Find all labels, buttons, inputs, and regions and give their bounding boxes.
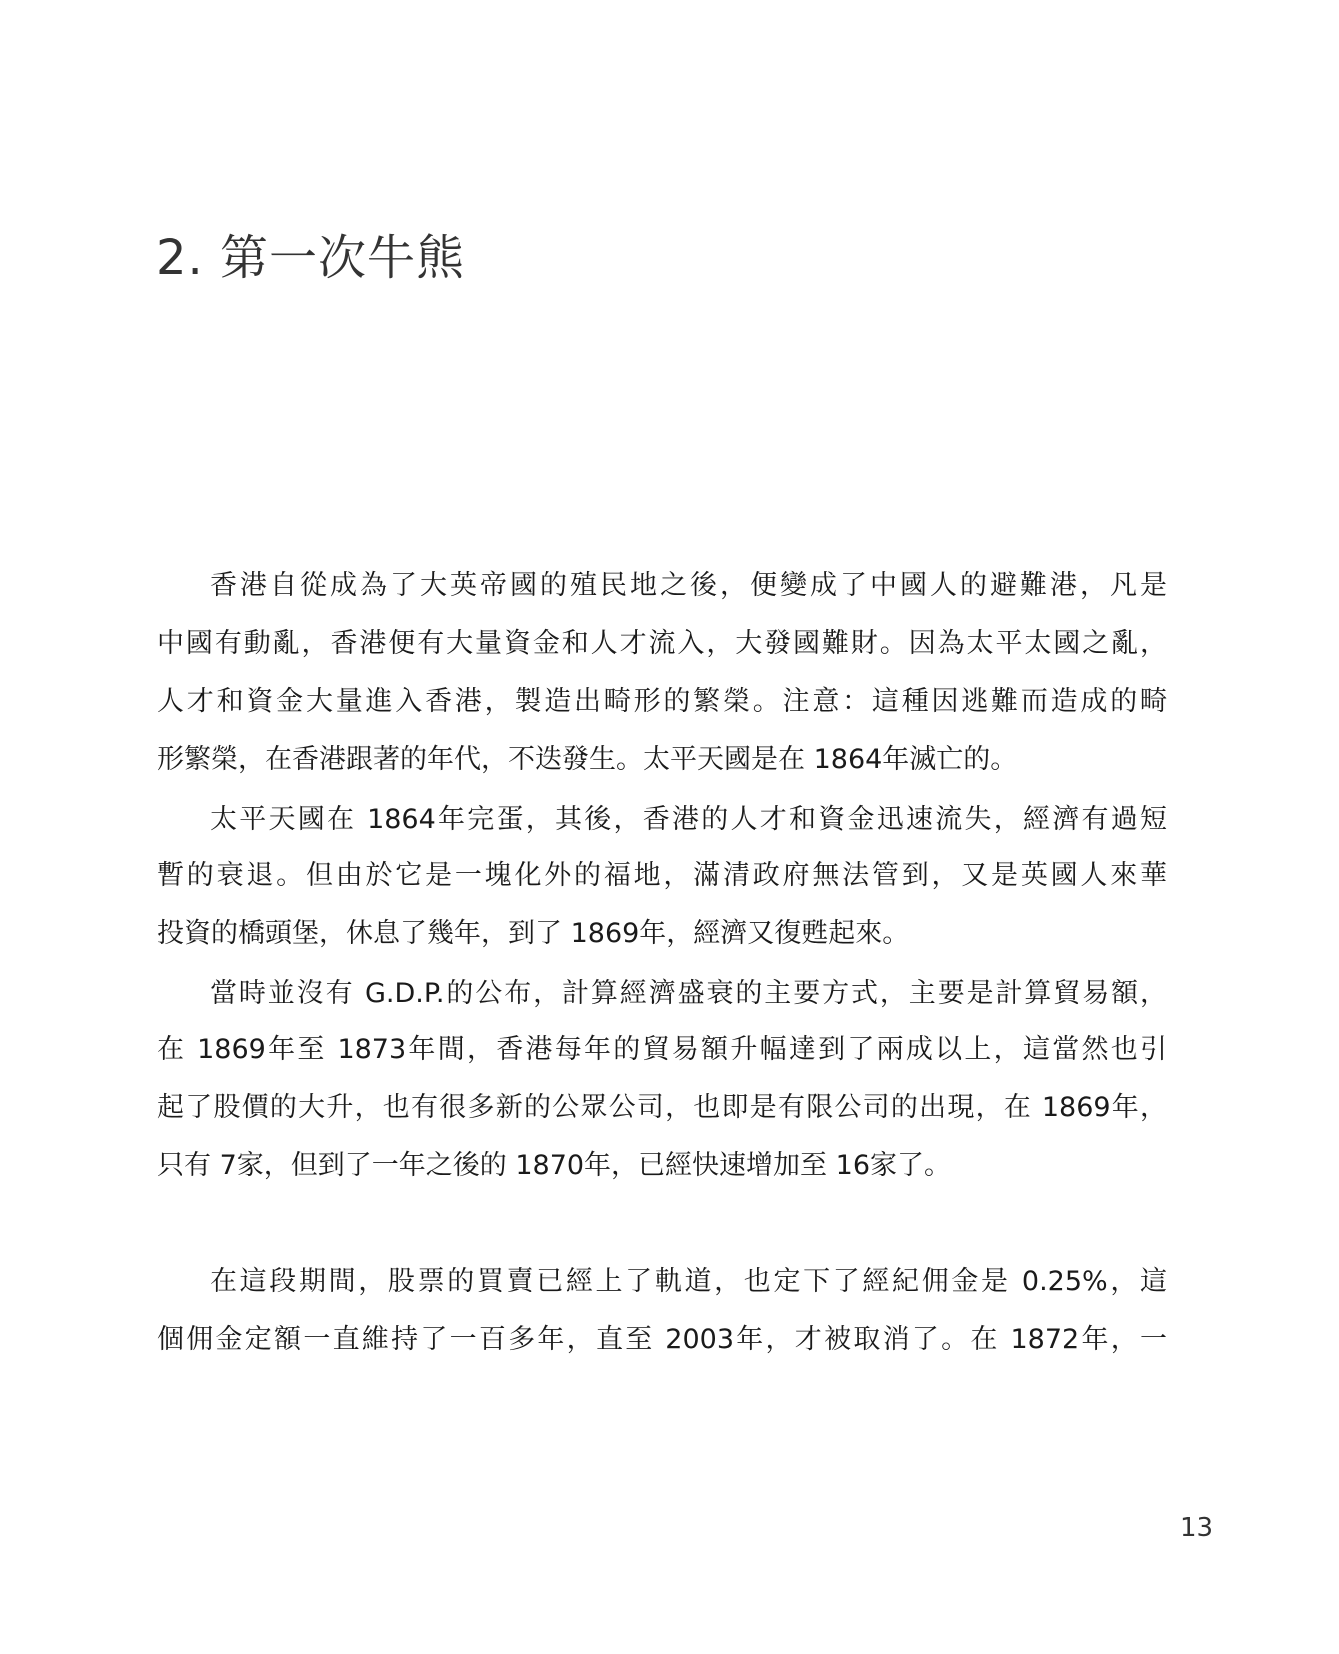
paragraph-3-line-1: 當時並沒有 G.D.P.的公布，計算經濟盛衰的主要方式，主要是計算貿易額， [210,978,1167,1009]
paragraph-1-line-1: 香港自從成為了大英帝國的殖民地之後，便變成了中國人的避難港，凡是 [210,570,1167,601]
paragraph-3-line-2: 在 1869年至 1873年間，香港每年的貿易額升幅達到了兩成以上，這當然也引 [157,1034,1167,1065]
paragraph-1-line-3: 人才和資金大量進入香港，製造出畸形的繁榮。注意：這種因逃難而造成的畸 [157,686,1167,717]
paragraph-2-line-3: 投資的橋頭堡，休息了幾年，到了 1869年，經濟又復甦起來。 [157,918,910,949]
paragraph-4-line-2: 個佣金定額一直維持了一百多年，直至 2003年，才被取消了。在 1872年，一 [157,1324,1167,1355]
page-number: 13 [1180,1513,1214,1543]
paragraph-2-line-1: 太平天國在 1864年完蛋，其後，香港的人才和資金迅速流失，經濟有過短 [210,804,1167,835]
paragraph-4-line-1: 在這段期間，股票的買賣已經上了軌道，也定下了經紀佣金是 0.25%，這 [210,1266,1167,1297]
paragraph-3-line-4: 只有 7家，但到了一年之後的 1870年，已經快速增加至 16家了。 [157,1150,951,1181]
paragraph-1-line-2: 中國有動亂，香港便有大量資金和人才流入，大發國難財。因為太平太國之亂， [157,628,1167,659]
paragraph-2-line-2: 暫的衰退。但由於它是一塊化外的福地，滿清政府無法管到，又是英國人來華 [157,860,1167,891]
paragraph-1-line-4: 形繁榮，在香港跟著的年代，不迭發生。太平天國是在 1864年滅亡的。 [157,744,1018,775]
chapter-title: 2. 第一次牛熊 [156,230,466,286]
paragraph-3-line-3: 起了股價的大升，也有很多新的公眾公司，也即是有限公司的出現，在 1869年， [157,1092,1167,1123]
